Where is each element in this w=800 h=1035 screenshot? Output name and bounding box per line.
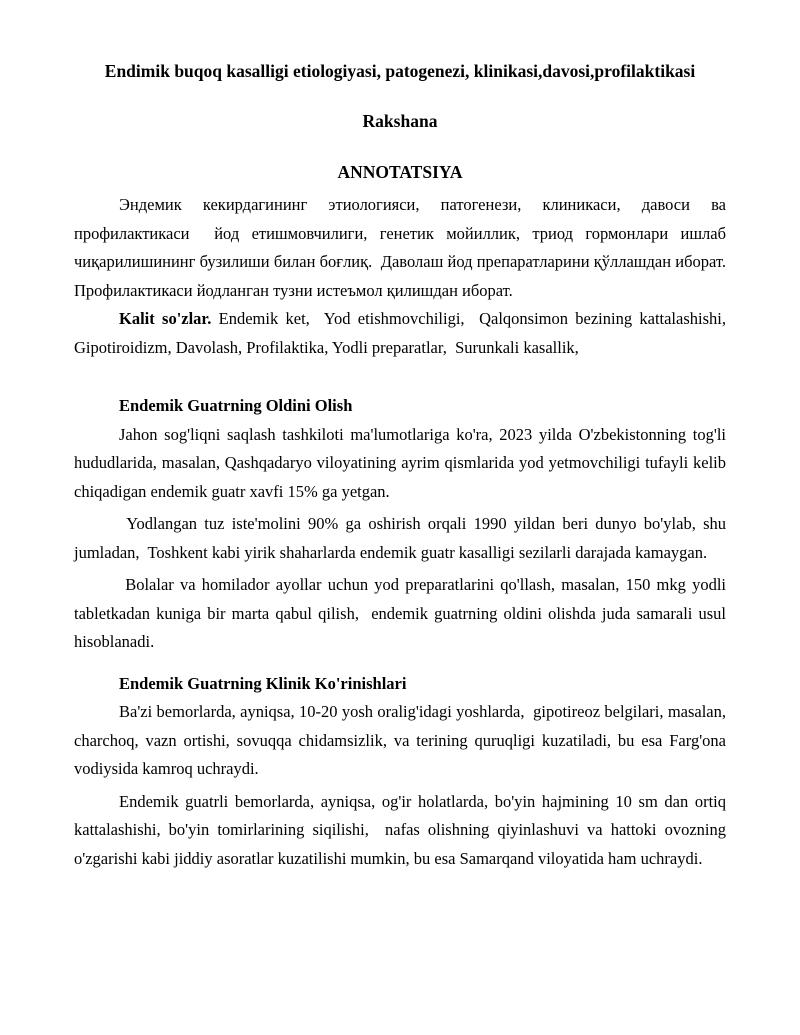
section-paragraph: Yodlangan tuz iste'molini 90% ga oshirish orqali 1990 yildan beri dunyo bo'ylab, shu jumladan, Toshkent kabi yirik shaharlarda endemik guatr kasalligi sezilarli darajada kamaygan. <box>74 514 731 562</box>
section-heading-clinical: Endemik Guatrning Klinik Ko'rinishlari <box>119 673 407 693</box>
annotation-heading: ANNOTATSIYA <box>337 162 463 182</box>
annotation-paragraph: Эндемик кекирдагининг этиологияси, патогенези, клиникаси, давоси ва профилактикаси йод етишмовчилиги, генетик мойиллик, триод гормонлари ишлаб чиқарилишининг бузилиши билан боғлиқ. Даволаш йод препаратларини қўллашдан иборат. Профилактикаси йодланган тузни истеъмол қилишдан иборат. <box>74 195 735 300</box>
keywords-text: Endemik ket, Yod etishmovchiligi, Qalqonsimon bezining kattalashishi, Gipotiroidizm, Davolash, Profilaktika, Yodli preparatlar, Surunkali kasallik, <box>74 309 735 357</box>
section-paragraph: Jahon sog'liqni saqlash tashkiloti ma'lumotlariga ko'ra, 2023 yilda O'zbekistonning tog'li hududlarida, masalan, Qashqadaryo viloyatining ayrim qismlarida yod yetmovchiligi tufayli kelib chiqadigan endemik guatr xavfi 15% ga yetgan. <box>74 424 731 501</box>
section-heading-prevention: Endemik Guatrning Oldini Olish <box>119 396 353 415</box>
section-paragraph: Endemik guatrli bemorlarda, ayniqsa, og'ir holatlarda, bo'yin hajmining 10 sm dan ortiq kattalashishi, bo'yin tomirlarining siqilishi, nafas olishning qiyinlashuvi va hattoki ovozning o'zgarishi kabi jiddiy asoratlar kuzatilishi mumkin, bu esa Samarqand viloyatida ham uchraydi. <box>74 791 731 868</box>
author-name: Rakshana <box>362 111 438 131</box>
keywords-label: Kalit so'zlar. <box>119 309 212 328</box>
section-paragraph: Ba'zi bemorlarda, ayniqsa, 10-20 yosh oralig'idagi yoshlarda, gipotireoz belgilari, masalan, charchoq, vazn ortishi, sovuqqa chidamsizlik, va terining quruqligi kuzatiladi, bu esa Farg'ona vodiysida kamroq uchraydi. <box>74 702 731 778</box>
section-paragraph: Bolalar va homilador ayollar uchun yod preparatlarini qo'llash, masalan, 150 mkg yodli tabletkadan kuniga bir marta qabul qilish, endemik guatrning oldini olishda juda samarali usul hisoblanadi. <box>74 575 731 651</box>
document-title: Endimik buqoq kasalligi etiologiyasi, patogenezi, klinikasi,davosi,profilaktikasi <box>104 61 696 81</box>
keywords-paragraph <box>74 305 735 362</box>
